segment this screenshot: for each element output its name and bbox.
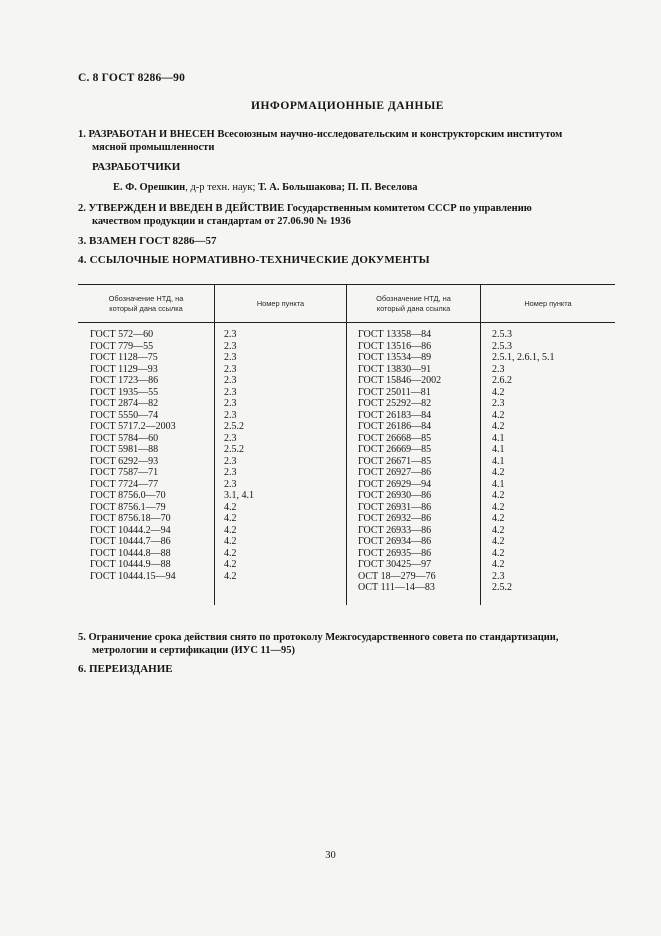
ntd-designation: ГОСТ 15846—2002 [358,375,442,386]
item-number: 2.3 [224,340,237,352]
item-number: 4.2 [492,386,505,398]
header-ntd-line-1: Обозначение НТД, на [376,294,451,303]
section-2 [78,202,617,228]
ntd-designation: ГОСТ 5981—88 [90,444,159,455]
item-number: 4.2 [224,536,237,547]
item-number: 4.2 [492,536,505,547]
section-5 [78,631,617,657]
item-number: 4.2 [224,559,237,570]
ntd-designation: ГОСТ 1129—93 [90,363,158,375]
item-number: 2.3 [224,432,237,444]
ntd-designation: ОСТ 18—279—76 [358,570,436,582]
section-5-line-2: метрологии и сертификации (ИУС 11—95) [92,645,295,656]
header-ntd-line-1: Обозначение НТД, на [108,294,184,303]
item-number: 2.3 [224,329,237,340]
item-number: 4.2 [492,524,505,536]
item-number: 2.3 [224,386,237,398]
left-documents-column [90,329,176,582]
developers-names [113,182,418,193]
ntd-designation: ГОСТ 26929—94 [358,478,432,490]
developer-2-3-names: Т. А. Большакова; П. П. Веселова [258,182,418,193]
section-6: 6. ПЕРЕИЗДАНИЕ [78,663,173,675]
item-number: 2.5.2 [224,421,244,432]
ntd-designation: ГОСТ 7724—77 [90,478,159,490]
ntd-designation: ГОСТ 2874—82 [90,398,159,409]
page-header: С. 8 ГОСТ 8286—90 [78,72,186,84]
item-number: 2.3 [492,570,505,582]
right-items-column [492,329,555,594]
ntd-designation: ГОСТ 8756.1—79 [90,501,166,513]
item-number: 2.6.2 [492,375,512,386]
ntd-designation: ГОСТ 26671—85 [358,455,432,467]
header-ntd-designation-2 [347,294,480,314]
ntd-designation: ГОСТ 25292—82 [358,398,432,409]
ntd-designation: ГОСТ 13830—91 [358,363,432,375]
item-number: 2.3 [224,478,237,490]
item-number: 4.2 [224,524,237,536]
header-ntd-designation-1 [78,294,214,314]
ntd-designation: ГОСТ 26932—86 [358,513,432,524]
section-1-text-cont: мясной промышленности [92,142,215,153]
ntd-designation: ГОСТ 8756.18—70 [90,513,171,524]
item-number: 4.2 [492,409,505,421]
ntd-designation: ГОСТ 1128—75 [90,352,158,363]
item-number: 2.5.1, 2.6.1, 5.1 [492,352,555,363]
ntd-designation: ГОСТ 26935—86 [358,547,432,559]
ntd-designation: ГОСТ 26186—84 [358,421,432,432]
header-ntd-line-2: который дана ссылка [109,304,183,313]
section-2-text-cont: качеством продукции и стандартам от 27.06.90 № 1936 [92,216,351,227]
ntd-designation: ГОСТ 7587—71 [90,467,159,478]
ntd-designation: ГОСТ 572—60 [90,329,154,340]
ntd-designation: ГОСТ 779—55 [90,340,154,352]
ntd-designation: ГОСТ 5784—60 [90,432,159,444]
section-1-text: Всесоюзным научно-исследовательским и конструкторским институтом [217,129,563,140]
item-number: 2.3 [224,352,237,363]
ntd-designation: ГОСТ 10444.2—94 [90,524,171,536]
section-2-heading: 2. УТВЕРЖДЕН И ВВЕДЕН В ДЕЙСТВИЕ [78,203,285,214]
ntd-designation: ГОСТ 25011—81 [358,386,431,398]
ntd-designation: ГОСТ 6292—93 [90,455,159,467]
ntd-designation: ГОСТ 26669—85 [358,444,432,455]
section-2-text: Государственным комитетом СССР по управлению [286,203,532,214]
item-number: 4.1 [492,478,505,490]
ntd-designation: ГОСТ 10444.8—88 [90,547,171,559]
item-number: 2.3 [224,375,237,386]
item-number: 4.2 [492,467,505,478]
document-title: ИНФОРМАЦИОННЫЕ ДАННЫЕ [251,100,444,112]
section-4-heading: 4. ССЫЛОЧНЫЕ НОРМАТИВНО-ТЕХНИЧЕСКИЕ ДОКУМЕНТЫ [78,254,430,266]
item-number: 2.3 [492,363,505,375]
ntd-designation: ГОСТ 26668—85 [358,432,432,444]
section-1-heading: 1. РАЗРАБОТАН И ВНЕСЕН [78,129,215,140]
section-1-line-1 [78,128,617,141]
ntd-designation: ГОСТ 26931—86 [358,501,432,513]
ntd-designation: ГОСТ 26927—86 [358,467,432,478]
item-number: 4.2 [492,421,505,432]
ntd-designation: ОСТ 111—14—83 [358,582,435,593]
section-2-line-1 [78,202,617,215]
item-number: 4.2 [492,547,505,559]
item-number: 2.3 [224,398,237,409]
section-5-line-1: 5. Ограничение срока действия снято по протоколу Межгосударственного совета по стандартизации, [78,632,559,643]
item-number: 4.2 [492,559,505,570]
ntd-designation: ГОСТ 1723—86 [90,375,159,386]
item-number: 2.3 [224,409,237,421]
developer-1-name: Е. Ф. Орешкин [113,182,186,193]
left-items-column [224,329,254,582]
table-column-divider-1 [214,284,215,605]
item-number: 3.1, 4.1 [224,490,254,501]
ntd-designation: ГОСТ 13534—89 [358,352,432,363]
ntd-designation: ГОСТ 10444.15—94 [90,570,176,582]
item-number: 2.3 [224,467,237,478]
item-number: 2.5.2 [492,582,512,593]
table-column-divider-3 [480,284,481,605]
ntd-designation: ГОСТ 10444.9—88 [90,559,171,570]
item-number: 4.2 [224,501,237,513]
ntd-designation: ГОСТ 26934—86 [358,536,432,547]
item-number: 4.2 [224,570,237,582]
item-number: 4.1 [492,455,505,467]
header-item-number-2: Номер пункта [524,299,572,308]
ntd-designation: ГОСТ 26183—84 [358,409,432,421]
item-number: 2.5.3 [492,340,512,352]
item-number: 4.2 [492,501,505,513]
item-number: 4.1 [492,432,505,444]
developers-label: РАЗРАБОТЧИКИ [92,161,181,173]
item-number: 2.3 [224,455,237,467]
developer-1-degree: , д-р техн. наук; [185,182,259,193]
ntd-designation: ГОСТ 30425—97 [358,559,432,570]
ntd-designation: ГОСТ 10444.7—86 [90,536,171,547]
ntd-designation: ГОСТ 13358—84 [358,329,432,340]
item-number: 2.3 [224,363,237,375]
ntd-designation: ГОСТ 5550—74 [90,409,159,421]
item-number: 4.2 [224,547,237,559]
item-number: 4.1 [492,444,505,455]
page-number: 30 [325,850,336,861]
ntd-designation: ГОСТ 1935—55 [90,386,159,398]
header-item-number-1: Номер пункта [256,299,305,308]
ntd-designation: ГОСТ 26930—86 [358,490,432,501]
item-number: 2.5.3 [492,329,512,340]
reference-table [78,284,615,605]
table-column-divider-2 [346,284,347,605]
item-number: 2.5.2 [224,444,244,455]
header-ntd-line-2: который дана ссылка [376,304,451,313]
item-number: 2.3 [492,398,505,409]
right-documents-column [358,329,441,594]
item-number: 4.2 [224,513,237,524]
ntd-designation: ГОСТ 5717.2—2003 [90,421,176,432]
item-number: 4.2 [492,513,505,524]
ntd-designation: ГОСТ 26933—86 [358,524,432,536]
ntd-designation: ГОСТ 13516—86 [358,340,432,352]
item-number: 4.2 [492,490,505,501]
ntd-designation: ГОСТ 8756.0—70 [90,490,166,501]
section-3: 3. ВЗАМЕН ГОСТ 8286—57 [78,235,217,247]
section-1 [78,128,617,154]
